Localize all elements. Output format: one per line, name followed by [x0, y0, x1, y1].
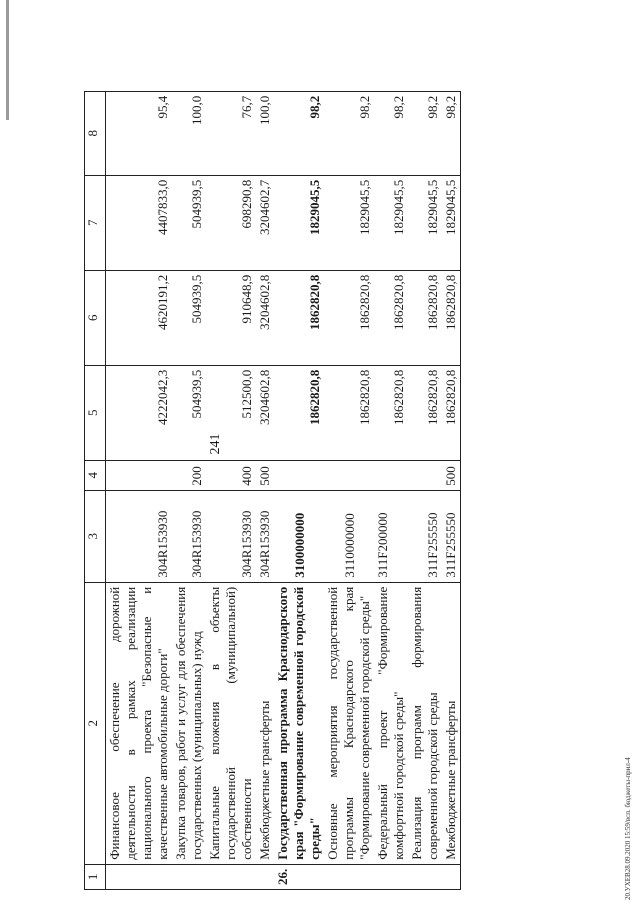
row-value-7: 1829045,5	[274, 175, 324, 270]
row-value-5: 504939,5	[172, 365, 206, 460]
row-number	[324, 864, 374, 889]
budget-table	[84, 91, 461, 890]
row-name: Закупка товаров, работ и услуг для обеспечения государственных (муниципальных) нужд	[172, 582, 206, 864]
row-value-7: 1829045,5	[442, 175, 461, 270]
row-value-5: 1862820,8	[274, 365, 324, 460]
row-name: Основные мероприятия государственной программы Краснодарского края "Формирование современной городской среды"	[324, 582, 374, 864]
table-row	[256, 91, 274, 889]
row-value-6: 1862820,8	[408, 270, 442, 365]
column-header: 7	[85, 175, 106, 270]
row-number	[106, 864, 173, 889]
row-value-8: 98,2	[374, 91, 408, 175]
table-row	[374, 91, 408, 889]
column-header: 5	[85, 365, 106, 460]
row-value-6: 1862820,8	[324, 270, 374, 365]
row-code: 311F255550	[442, 490, 461, 582]
row-number	[374, 864, 408, 889]
row-code: 304R153930	[106, 490, 173, 582]
row-value-5: 1862820,8	[374, 365, 408, 460]
row-value-8: 95,4	[106, 91, 173, 175]
row-vr	[374, 460, 408, 490]
row-number	[442, 864, 461, 889]
row-code: 3100000000	[274, 490, 324, 582]
row-code: 311F255550	[408, 490, 442, 582]
table-row	[172, 91, 206, 889]
row-code: 304R153930	[172, 490, 206, 582]
column-header: 3	[85, 490, 106, 582]
row-value-5: 3204602,8	[256, 365, 274, 460]
row-code: 304R153930	[256, 490, 274, 582]
row-value-6: 1862820,8	[442, 270, 461, 365]
row-code: 3110000000	[324, 490, 374, 582]
row-vr: 500	[442, 460, 461, 490]
row-value-5: 512500,0	[206, 365, 256, 460]
row-name: Финансовое обеспечение дорожной деятельности в рамках реализации национального проекта "Безопасные и качественные автомобильные дороги"	[106, 582, 173, 864]
row-value-7: 3204602,7	[256, 175, 274, 270]
row-vr	[106, 460, 173, 490]
row-value-7: 698290,8	[206, 175, 256, 270]
table-row	[408, 91, 442, 889]
column-header: 8	[85, 91, 106, 175]
row-value-7: 1829045,5	[408, 175, 442, 270]
row-value-6: 3204602,8	[256, 270, 274, 365]
row-value-7: 1829045,5	[374, 175, 408, 270]
page-number: 241	[208, 433, 223, 455]
row-value-8: 98,2	[324, 91, 374, 175]
table-row	[106, 91, 173, 889]
table-row	[324, 91, 374, 889]
row-vr	[408, 460, 442, 490]
row-value-5: 4222042,3	[106, 365, 173, 460]
row-name: Реализация программ формирования современной городской среды	[408, 582, 442, 864]
row-value-7: 1829045,5	[324, 175, 374, 270]
row-vr: 200	[172, 460, 206, 490]
row-value-7: 4407833,0	[106, 175, 173, 270]
row-vr	[324, 460, 374, 490]
row-vr	[274, 460, 324, 490]
row-code: 311F200000	[374, 490, 408, 582]
row-value-6: 910648,9	[206, 270, 256, 365]
row-number	[256, 864, 274, 889]
column-header: 6	[85, 270, 106, 365]
row-code: 304R153930	[206, 490, 256, 582]
row-value-8: 98,2	[408, 91, 442, 175]
row-value-8: 76,7	[206, 91, 256, 175]
row-name: Межбюджетные трансферты	[442, 582, 461, 864]
row-value-6: 4620191,2	[106, 270, 173, 365]
row-name: Межбюджетные трансферты	[256, 582, 274, 864]
column-header: 2	[85, 582, 106, 864]
column-header: 1	[85, 864, 106, 889]
table-row	[206, 91, 256, 889]
table-row	[442, 91, 461, 889]
row-number	[172, 864, 206, 889]
column-header: 4	[85, 460, 106, 490]
table-header-row	[85, 91, 106, 889]
row-vr: 400	[206, 460, 256, 490]
footer-print-stamp: 20.УХЕВ28.09.2020 15:59/всп. бюджеты-прил-4	[624, 757, 632, 900]
row-value-6: 1862820,8	[274, 270, 324, 365]
row-number	[206, 864, 256, 889]
row-value-8: 100,0	[172, 91, 206, 175]
row-vr: 500	[256, 460, 274, 490]
row-name: Капитальные вложения в объекты государственной (муниципальной) собственности	[206, 582, 256, 864]
row-value-8: 98,2	[442, 91, 461, 175]
row-value-5: 1862820,8	[408, 365, 442, 460]
row-value-5: 1862820,8	[442, 365, 461, 460]
row-value-5: 1862820,8	[324, 365, 374, 460]
table-row-program	[274, 91, 324, 889]
row-value-6: 504939,5	[172, 270, 206, 365]
row-value-7: 504939,5	[172, 175, 206, 270]
row-number: 26.	[274, 864, 324, 889]
row-number	[408, 864, 442, 889]
row-name: Федеральный проект "Формирование комфортной городской среды"	[374, 582, 408, 864]
row-name: Государственная программа Краснодарского края "Формирование современной городской среды"	[274, 582, 324, 864]
row-value-6: 1862820,8	[374, 270, 408, 365]
row-value-8: 98,2	[274, 91, 324, 175]
row-value-8: 100,0	[256, 91, 274, 175]
